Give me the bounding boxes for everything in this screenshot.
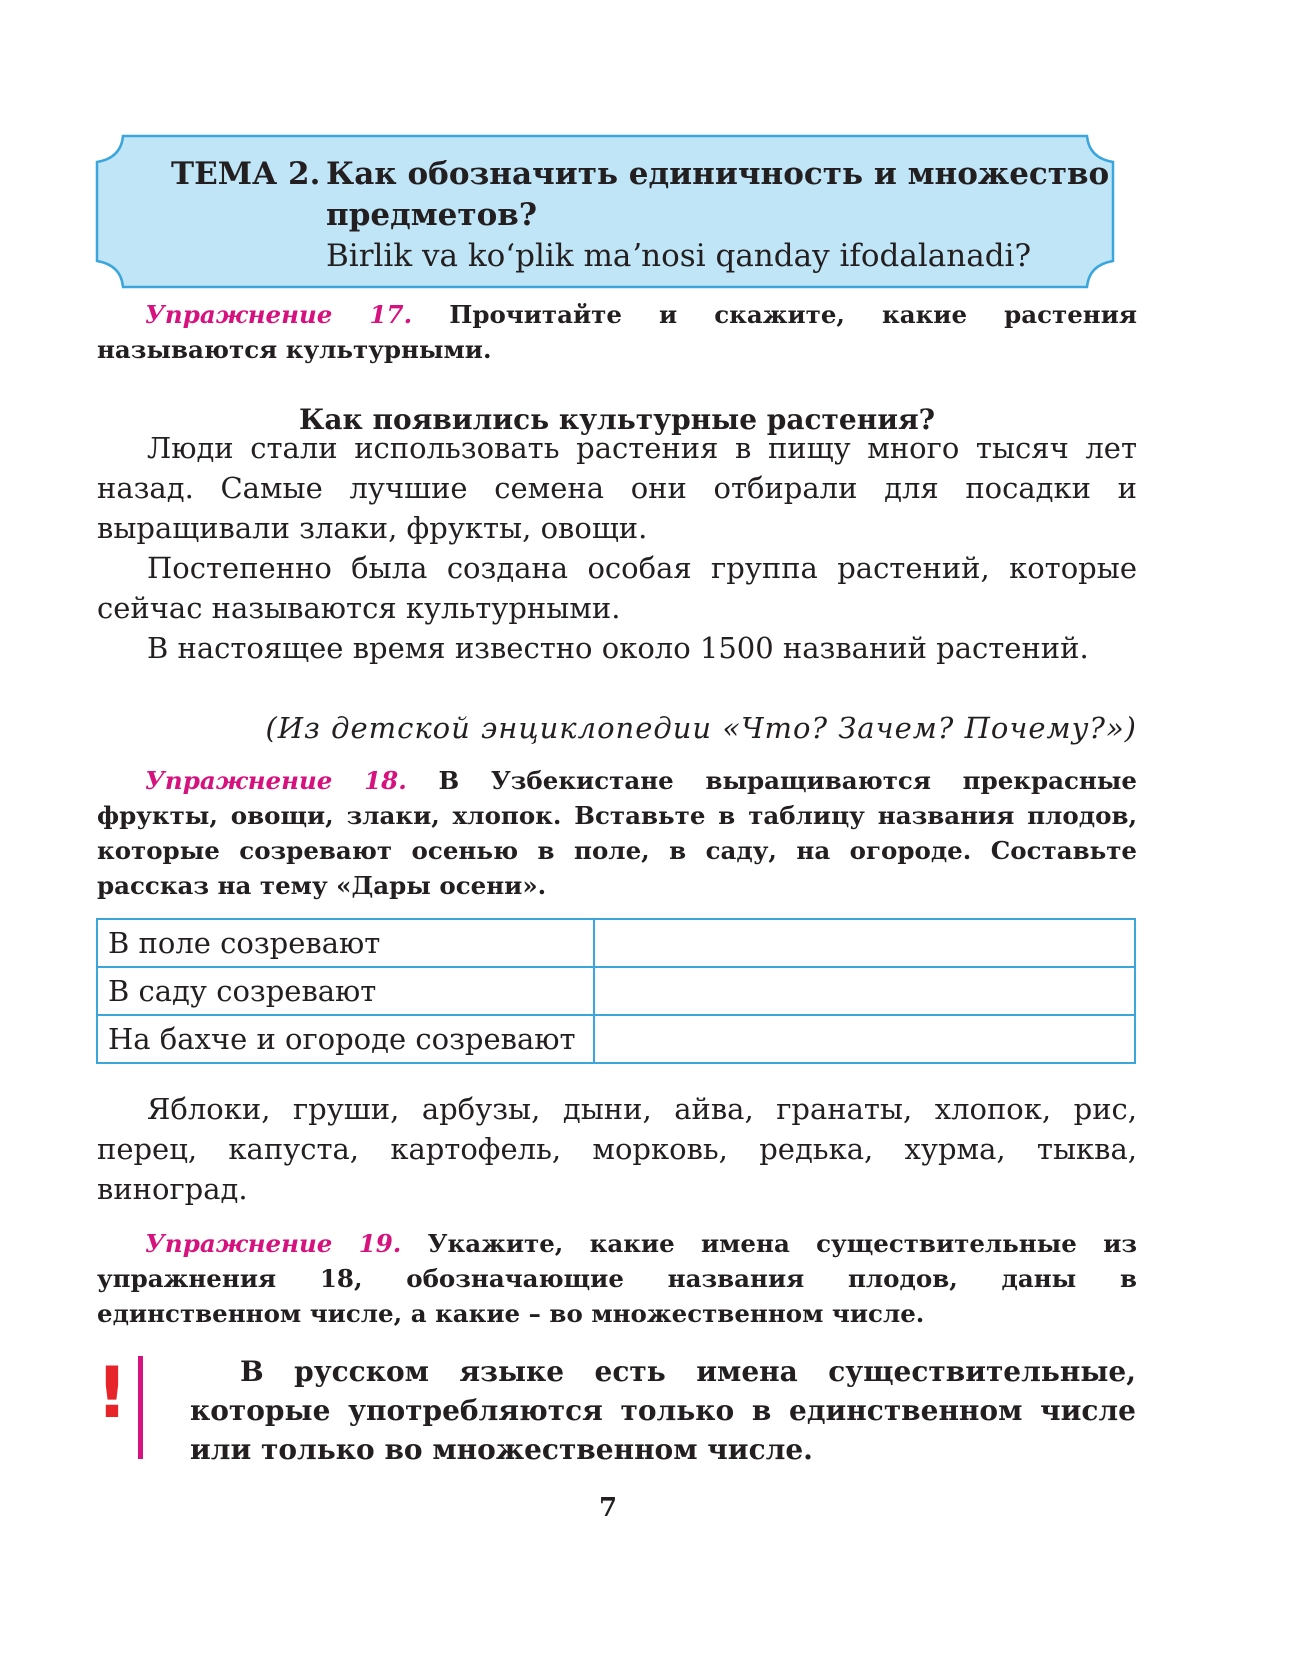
topic-label: ТЕМА 2. <box>171 156 321 192</box>
reading-paragraph: В настоящее время известно около 1500 названий растений. <box>147 631 1089 665</box>
reading-paragraph: Люди стали использовать растения в пищу много тысяч лет назад. Самые лучшие семена они отбирали для посадки и выращивали злаки, фрукты, овощи. <box>97 431 1137 545</box>
exercise-18-label: Упражнение 18. <box>145 766 407 795</box>
exercise-17 <box>97 297 1137 367</box>
exercise-18-text: В Узбекистане выращиваются прекрасные фрукты, овощи, злаки, хлопок. Вставьте в таблицу названия плодов, которые созревают осенью в поле, в саду, на огороде. Составьте рассказ на тему «Дары осени». <box>97 766 1138 900</box>
topic-banner <box>95 134 1115 289</box>
reading-source: (Из детской энциклопедии «Что? Зачем? Почему?») <box>265 711 1137 745</box>
exclamation-icon: ! <box>96 1352 128 1434</box>
harvest-table <box>96 918 1136 1064</box>
exercise-19 <box>97 1226 1137 1331</box>
table-answer-cell[interactable] <box>594 1015 1135 1063</box>
table-row <box>97 967 1135 1015</box>
page-number: 7 <box>598 1493 618 1523</box>
exercise-19-text: Укажите, какие имена существительные из упражнения 18, обозначающие названия плодов, даны в единственном числе, а какие – во множественном числе. <box>97 1229 1138 1328</box>
table-answer-cell[interactable] <box>594 967 1135 1015</box>
topic-text <box>171 154 1110 277</box>
fruit-word-list <box>97 1089 1137 1209</box>
topic-title-line2: предметов? <box>326 197 537 233</box>
reading-heading: Как появились культурные растения? <box>298 403 936 436</box>
topic-subtitle: Birlik va koʻplik maʼnosi qanday ifodalanadi? <box>326 238 1032 274</box>
reading-text <box>97 428 1137 668</box>
exercise-18 <box>97 763 1137 903</box>
table-row-label: В саду созревают <box>97 967 594 1015</box>
grammar-rule: В русском языке есть имена существительные, которые употребляются только в единственном числе или только во множественном числе. <box>190 1355 1136 1466</box>
table-row-label: На бахче и огороде созревают <box>97 1015 594 1063</box>
exercise-17-label: Упражнение 17. <box>145 300 413 329</box>
table-row <box>97 919 1135 967</box>
topic-line-1 <box>171 154 1110 195</box>
table-answer-cell[interactable] <box>594 919 1135 967</box>
exercise-17-text: Прочитайте и скажите, какие растения называются культурными. <box>97 300 1138 364</box>
topic-title-line1: Как обозначить единичность и множество <box>326 156 1110 192</box>
rule-bar <box>138 1356 143 1459</box>
word-list-text: Яблоки, груши, арбузы, дыни, айва, гранаты, хлопок, рис, перец, капуста, картофель, морковь, редька, хурма, тыква, виноград. <box>97 1092 1137 1206</box>
reading-paragraph: Постепенно была создана особая группа растений, которые сейчас называются культурными. <box>97 551 1137 625</box>
exercise-19-label: Упражнение 19. <box>145 1229 402 1258</box>
table-row <box>97 1015 1135 1063</box>
table-row-label: В поле созревают <box>97 919 594 967</box>
